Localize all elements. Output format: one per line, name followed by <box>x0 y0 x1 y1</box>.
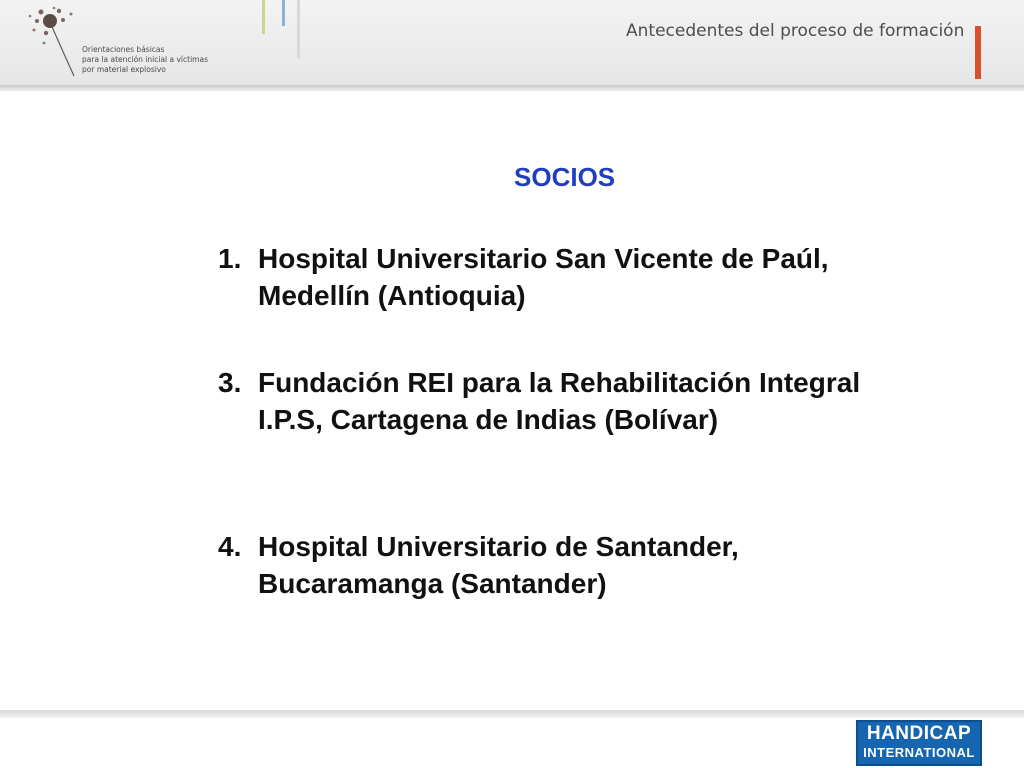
list-item-text: Hospital Universitario de Santander, Bucaramanga (Santander) <box>258 531 739 599</box>
deco-line-light <box>297 0 300 58</box>
section-heading: SOCIOS <box>514 162 616 192</box>
list-item <box>218 364 878 438</box>
logo-caption <box>82 45 208 75</box>
header-title: Antecedentes del proceso de formación <box>626 21 965 41</box>
list-item-number: 1. <box>218 243 242 274</box>
deco-line-green <box>262 0 265 34</box>
list-item <box>218 528 878 602</box>
logo-line-2: para la atención inicial a víctimas <box>82 55 208 64</box>
list-item <box>218 240 878 314</box>
list-item-number: 3. <box>218 367 242 398</box>
list-item-text: Fundación REI para la Rehabilitación Integral I.P.S, Cartagena de Indias (Bolívar) <box>258 367 861 435</box>
handicap-international-logo <box>856 720 982 766</box>
list-item-text: Hospital Universitario San Vicente de Paúl, Medellín (Antioquia) <box>258 243 829 311</box>
header-divider <box>0 85 1024 91</box>
logo-word-2: INTERNATIONAL <box>863 745 975 760</box>
deco-line-blue <box>282 0 285 26</box>
slide-header <box>0 0 1024 86</box>
logo-word-1: HANDICAP <box>866 723 972 744</box>
dandelion-logo-icon <box>26 6 86 78</box>
logo-line-3: por material explosivo <box>82 65 166 74</box>
logo-line-1: Orientaciones básicas <box>82 45 165 54</box>
list-item-number: 4. <box>218 531 242 562</box>
accent-bar <box>975 26 981 79</box>
footer-divider <box>0 710 1024 718</box>
